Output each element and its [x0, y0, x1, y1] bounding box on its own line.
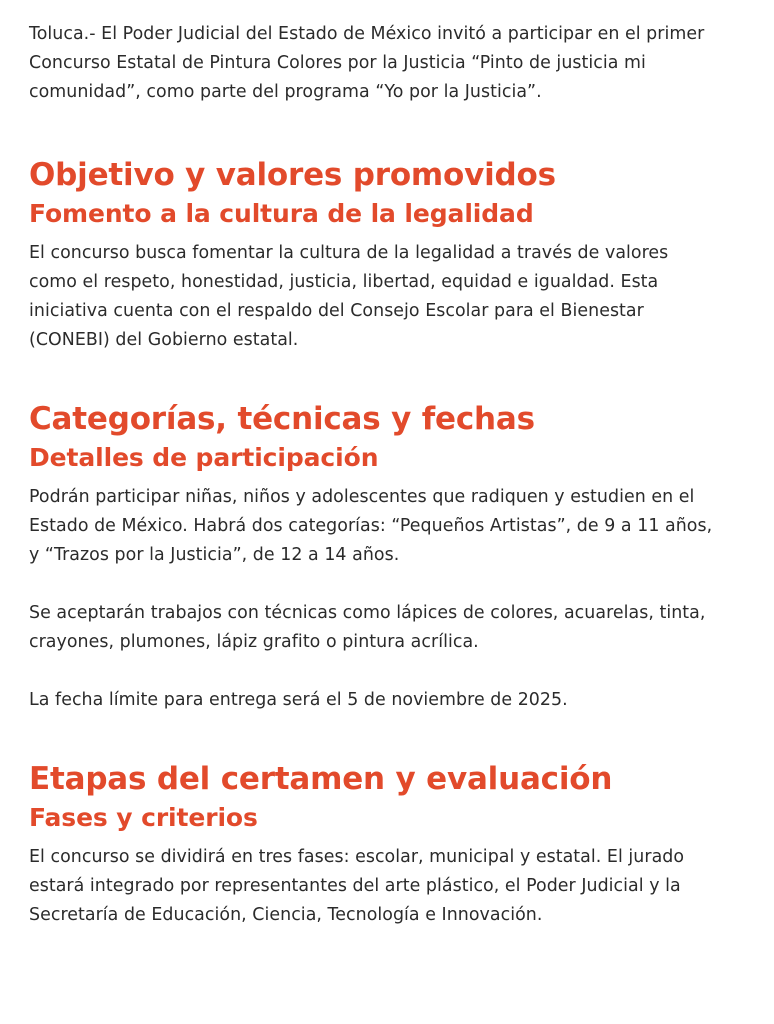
section-paragraph: Se aceptarán trabajos con técnicas como lápices de colores, acuarelas, tinta, crayones, plumones, lápiz grafito o pintura acrílica. [29, 603, 706, 652]
section-paragraph: El concurso se dividirá en tres fases: escolar, municipal y estatal. El jurado estará integrado por representantes del arte plástico, el Poder Judicial y la Secretaría de Educación, Ciencia, Tecnología e Innovación. [29, 847, 685, 925]
section-paragraph: La fecha límite para entrega será el 5 de noviembre de 2025. [29, 690, 568, 710]
section-subheading-fomento: Fomento a la cultura de la legalidad [29, 199, 534, 228]
section-heading-etapas: Etapas del certamen y evaluación [29, 761, 613, 797]
section-heading-objetivo: Objetivo y valores promovidos [29, 157, 556, 193]
intro-paragraph: Toluca.- El Poder Judicial del Estado de México invitó a participar en el primer Concurso Estatal de Pintura Colores por la Justicia “Pinto de justicia mi comunidad”, como parte del programa “Yo por la Justicia”. [29, 24, 705, 102]
section-subheading-fases: Fases y criterios [29, 803, 258, 832]
section-paragraph: Podrán participar niñas, niños y adolescentes que radiquen y estudien en el Estado de México. Habrá dos categorías: “Pequeños Artistas”, de 9 a 11 años, y “Trazos por la Justicia”, de 12 a 14 años. [29, 487, 713, 565]
section-heading-categorias: Categorías, técnicas y fechas [29, 401, 535, 437]
section-subheading-detalles: Detalles de participación [29, 443, 379, 472]
section-paragraph: El concurso busca fomentar la cultura de la legalidad a través de valores como el respeto, honestidad, justicia, libertad, equidad e igualdad. Esta iniciativa cuenta con el respaldo del Consejo Escolar para el Bienestar (CONEBI) del Gobierno estatal. [29, 243, 669, 350]
